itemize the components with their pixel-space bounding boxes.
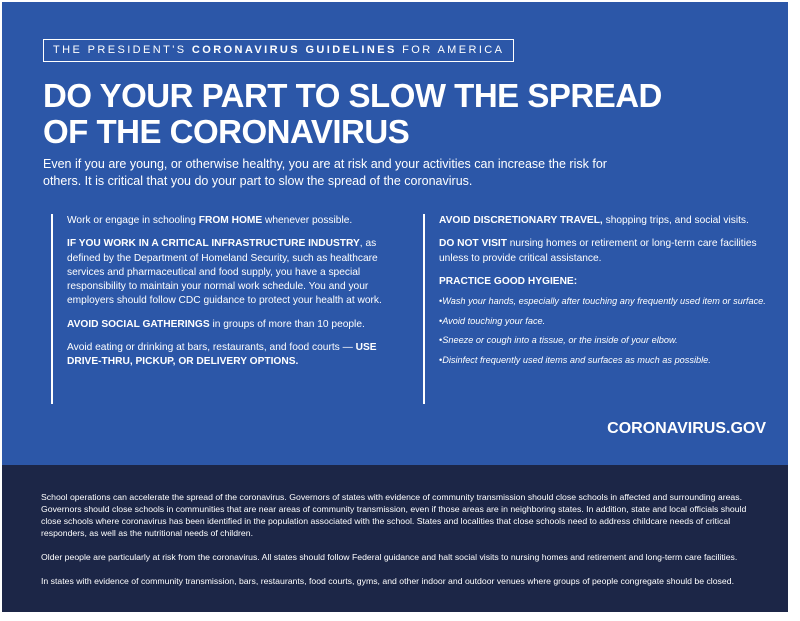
intro-text: Even if you are young, or otherwise healthy, you are at risk and your activities can increase the risk for others. It is critical that you do your part to slow the spread of the coronavirus.: [43, 157, 607, 188]
critical-infrastructure-item: [67, 237, 385, 308]
hygiene-heading: PRACTICE GOOD HYGIENE:: [439, 275, 578, 287]
banner-bold: CORONAVIRUS GUIDELINES: [191, 44, 397, 56]
work-home-pre: Work or engage in schooling: [67, 215, 199, 226]
hygiene-tips-list: [439, 295, 769, 366]
gatherings-bold: AVOID SOCIAL GATHERINGS: [67, 318, 210, 330]
travel-post: shopping trips, and social visits.: [602, 215, 749, 226]
eating-pre: Avoid eating or drinking at bars, restaurants, and food courts —: [67, 342, 356, 354]
travel-bold: AVOID DISCRETIONARY TRAVEL,: [439, 215, 603, 226]
work-home-post: whenever possible.: [262, 215, 353, 226]
gatherings-post: in groups of more than 10 people.: [209, 318, 365, 330]
work-from-home-item: [67, 214, 385, 228]
eating-bold: USE DRIVE-THRU, PICKUP, OR DELIVERY OPTIONS.: [67, 342, 377, 368]
left-guidelines-column: [51, 214, 385, 404]
venues-note: In states with evidence of community transmission, bars, restaurants, food courts, gyms, and other indoor and outdoor venues where groups of people congregate should be closed.: [41, 576, 734, 586]
schools-note: School operations can accelerate the spread of the coronavirus. Governors of states with evidence of community transmission should close schools in affected and surrounding areas. Governors should close schools in communities that are near areas of community transmission, even if those areas are in neighboring states. In addition, state and local officials should close schools where coronavirus has been identified in the population associated with the school. States and localities that close schools need to address childcare needs of critical responders, as well as the nutritional needs of children.: [41, 492, 747, 538]
older-people-note: Older people are particularly at risk from the coronavirus. All states should follow Federal guidance and halt social visits to nursing homes and retirement and long-term care facilities.: [41, 552, 738, 562]
banner-suffix: FOR AMERICA: [402, 44, 505, 56]
hygiene-tip: • Disinfect frequently used items and surfaces as much as possible.: [439, 354, 769, 367]
critical-bold: IF YOU WORK IN A CRITICAL INFRASTRUCTURE INDUSTRY: [67, 238, 360, 250]
hygiene-tip: • Avoid touching your face.: [439, 315, 769, 328]
headline: DO YOUR PART TO SLOW THE SPREAD OF THE CORONAVIRUS: [43, 77, 662, 150]
website-label: CORONAVIRUS.GOV: [607, 420, 766, 437]
critical-post: , as defined by the Department of Homeland Security, such as healthcare services and pharmaceutical and food supply, you have a special responsibility to maintain your normal work schedule. You and your employers should follow CDC guidance to protect your health at work.: [67, 238, 382, 307]
visit-post: nursing homes or retirement or long-term care facilities unless to provide critical assistance.: [439, 238, 757, 264]
guidelines-poster: [2, 2, 788, 612]
social-gatherings-item: [67, 318, 385, 332]
eating-drinking-item: [67, 341, 385, 370]
banner-prefix: THE PRESIDENT'S: [53, 44, 187, 56]
visit-bold: DO NOT VISIT: [439, 238, 507, 250]
do-not-visit-item: [439, 237, 769, 266]
guidelines-banner: [43, 39, 514, 62]
hygiene-tip: • Sneeze or cough into a tissue, or the inside of your elbow.: [439, 334, 769, 347]
travel-item: [439, 214, 769, 228]
hygiene-tip: • Wash your hands, especially after touching any frequently used item or surface.: [439, 295, 769, 308]
work-home-bold: FROM HOME: [198, 215, 263, 226]
right-guidelines-column: [423, 214, 769, 404]
footer-notes: [2, 465, 788, 612]
